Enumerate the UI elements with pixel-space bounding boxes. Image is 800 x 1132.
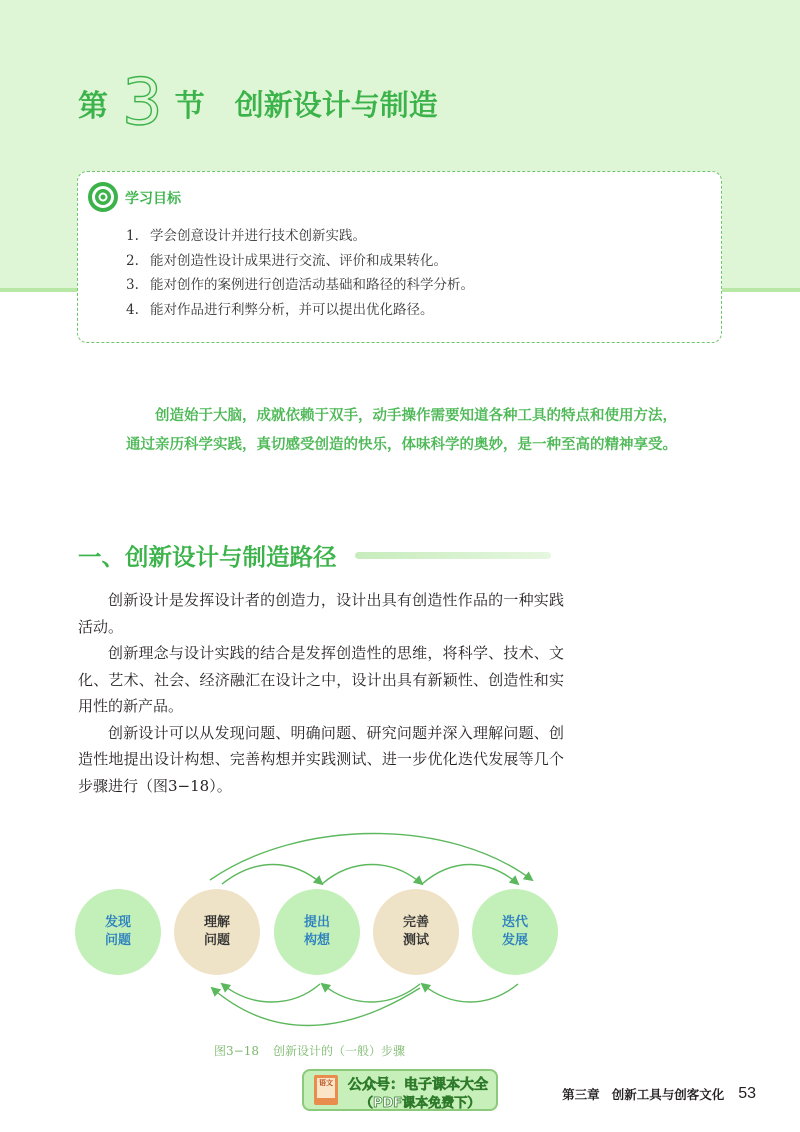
figure-number: 图3−18: [214, 1044, 259, 1058]
objectives-title: 学习目标: [125, 191, 181, 207]
body-paragraph: 创新设计是发挥设计者的创造力，设计出具有创造性作品的一种实践活动。: [78, 591, 564, 636]
objective-number: 3.: [126, 277, 139, 293]
arrow-back: [222, 984, 320, 1002]
step-label: 构想: [303, 933, 330, 948]
page-number: 53: [738, 1085, 756, 1102]
watermark-banner: [302, 1069, 498, 1111]
intro-text: 创造始于大脑，成就依赖于双手，动手操作需要知道各种工具的特点和使用方法，通过亲历科学实践，真切感受创造的快乐，体味科学的奥妙，是一种至高的精神享受。: [126, 408, 677, 453]
banner-line-1: 公众号：电子课本大全: [348, 1077, 488, 1093]
heading-decoration-bar: [355, 552, 551, 559]
body-text: [78, 587, 564, 799]
objective-item: [126, 224, 474, 249]
section-title-text: 创新设计与制造: [234, 87, 438, 122]
arrow-forward-long: [210, 834, 532, 881]
step-node-understand: [174, 889, 260, 975]
objectives-list: [126, 224, 474, 322]
page-footer: [562, 1085, 756, 1103]
learning-objectives-box: [77, 171, 722, 343]
objective-text: 能对创造性设计成果进行交流、评价和成果转化。: [150, 252, 447, 269]
section-prefix: 第: [78, 89, 108, 124]
arrow-back: [422, 984, 518, 1002]
objective-number: 2.: [126, 252, 139, 269]
step-label: 发现: [104, 915, 131, 930]
arrow-forward: [222, 865, 322, 885]
step-label: 理解: [203, 915, 230, 930]
target-icon: [87, 181, 119, 213]
step-node-iterate: [472, 889, 558, 975]
design-steps-diagram: [70, 826, 570, 1046]
arrow-back: [322, 984, 420, 1002]
step-node-refine: [373, 889, 459, 975]
step-label: 问题: [203, 933, 230, 948]
step-node-propose: [274, 889, 360, 975]
book-icon-label: 语文: [317, 1078, 335, 1098]
body-paragraph: 创新理念与设计实践的结合是发挥创造性的思维，将科学、技术、文化、艺术、社会、经济融汇在设计之中，设计出具有新颖性、创造性和实用性的新产品。: [78, 644, 564, 715]
section-title: [78, 68, 438, 138]
arrow-forward: [422, 865, 518, 885]
arrow-forward: [322, 865, 422, 885]
figure-caption-text: 创新设计的（一般）步骤: [272, 1044, 405, 1058]
objective-text: 能对作品进行利弊分析，并可以提出优化路径。: [150, 301, 434, 318]
objective-number: 1.: [126, 228, 139, 244]
arrow-back-long: [212, 988, 420, 1026]
intro-paragraph: [126, 402, 686, 460]
objective-number: 4.: [126, 301, 139, 318]
objective-item: [126, 298, 474, 323]
step-label: 提出: [303, 915, 330, 930]
step-node-discover: [75, 889, 161, 975]
step-label: 测试: [402, 933, 429, 948]
section-heading-text: 一、创新设计与制造路径: [78, 543, 337, 571]
objective-text: 学会创意设计并进行技术创新实践。: [150, 228, 366, 244]
section-number: 3: [122, 66, 163, 140]
objective-item: [126, 273, 474, 298]
body-paragraph: 创新设计可以从发现问题、明确问题、研究问题并深入理解问题、创造性地提出设计构想、完善构想并实践测试、进一步优化迭代发展等几个步骤进行（图3−18）。: [78, 723, 564, 795]
step-label: 迭代: [501, 915, 528, 930]
book-icon: [314, 1075, 338, 1105]
section-suffix: 节: [174, 89, 205, 124]
footer-chapter: 第三章: [562, 1087, 600, 1102]
objective-item: [126, 249, 474, 274]
section-heading: [78, 538, 551, 572]
figure-caption: [214, 1042, 405, 1059]
footer-book-title: 创新工具与创客文化: [611, 1087, 725, 1102]
banner-line-2: （PDF课本免费下）: [360, 1096, 481, 1111]
step-label: 发展: [501, 933, 528, 948]
step-label: 问题: [104, 933, 131, 948]
step-label: 完善: [402, 915, 429, 930]
objective-text: 能对创作的案例进行创造活动基础和路径的科学分析。: [150, 277, 474, 293]
